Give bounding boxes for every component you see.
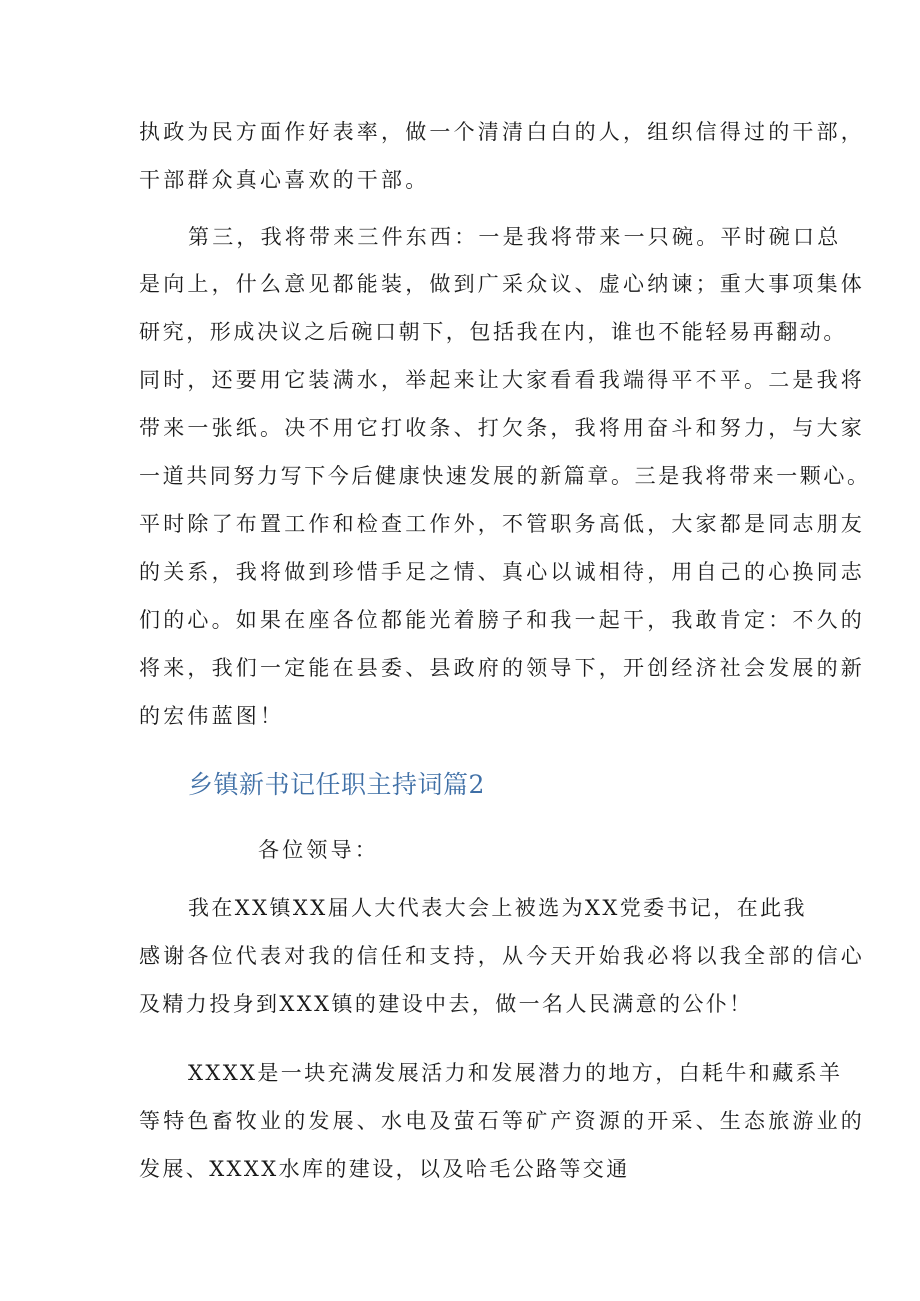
paragraph-line: 是向上，什么意见都能装，做到广采众议、虚心纳谏；重大事项集体 bbox=[139, 272, 865, 296]
paragraph-line: 感谢各位代表对我的信任和支持，从今天开始我必将以我全部的信心 bbox=[139, 944, 865, 968]
greeting: 各位领导： bbox=[258, 838, 379, 862]
paragraph-line: 我在XX镇XX届人大代表大会上被选为XX党委书记，在此我 bbox=[188, 896, 807, 920]
paragraph-line: 们的心。如果在座各位都能光着膀子和我一起干，我敢肯定：不久的 bbox=[139, 608, 865, 632]
section-heading: 乡镇新书记任职主持词篇2 bbox=[188, 770, 485, 799]
paragraph-line: 及精力投身到XXX镇的建设中去，做一名人民满意的公仆！ bbox=[139, 992, 753, 1016]
paragraph-line: 同时，还要用它装满水，举起来让大家看看我端得平不平。二是我将 bbox=[139, 368, 865, 392]
paragraph-line: 研究，形成决议之后碗口朝下，包括我在内，谁也不能轻易再翻动。 bbox=[139, 320, 847, 344]
paragraph-line: 将来，我们一定能在县委、县政府的领导下，开创经济社会发展的新 bbox=[139, 656, 865, 680]
paragraph-line: 第三，我将带来三件东西：一是我将带来一只碗。平时碗口总 bbox=[188, 225, 842, 249]
paragraph-line: 带来一张纸。决不用它打收条、打欠条，我将用奋斗和努力，与大家 bbox=[139, 416, 865, 440]
paragraph-line: 干部群众真心喜欢的干部。 bbox=[139, 168, 430, 192]
paragraph-line: 执政为民方面作好表率，做一个清清白白的人，组织信得过的干部， bbox=[139, 120, 865, 144]
paragraph-line: 发展、XXXX水库的建设，以及哈毛公路等交通 bbox=[139, 1157, 630, 1181]
paragraph-line: 的关系，我将做到珍惜手足之情、真心以诚相待，用自己的心换同志 bbox=[139, 560, 865, 584]
paragraph-line: 的宏伟蓝图！ bbox=[139, 704, 285, 728]
paragraph-line: 一道共同努力写下今后健康快速发展的新篇章。三是我将带来一颗心。 bbox=[139, 464, 871, 488]
paragraph-line: XXXX是一块充满发展活力和发展潜力的地方，白耗牛和藏系羊 bbox=[188, 1061, 843, 1085]
paragraph-line: 平时除了布置工作和检查工作外，不管职务高低，大家都是同志朋友 bbox=[139, 512, 865, 536]
paragraph-line: 等特色畜牧业的发展、水电及萤石等矿产资源的开采、生态旅游业的 bbox=[139, 1109, 865, 1133]
